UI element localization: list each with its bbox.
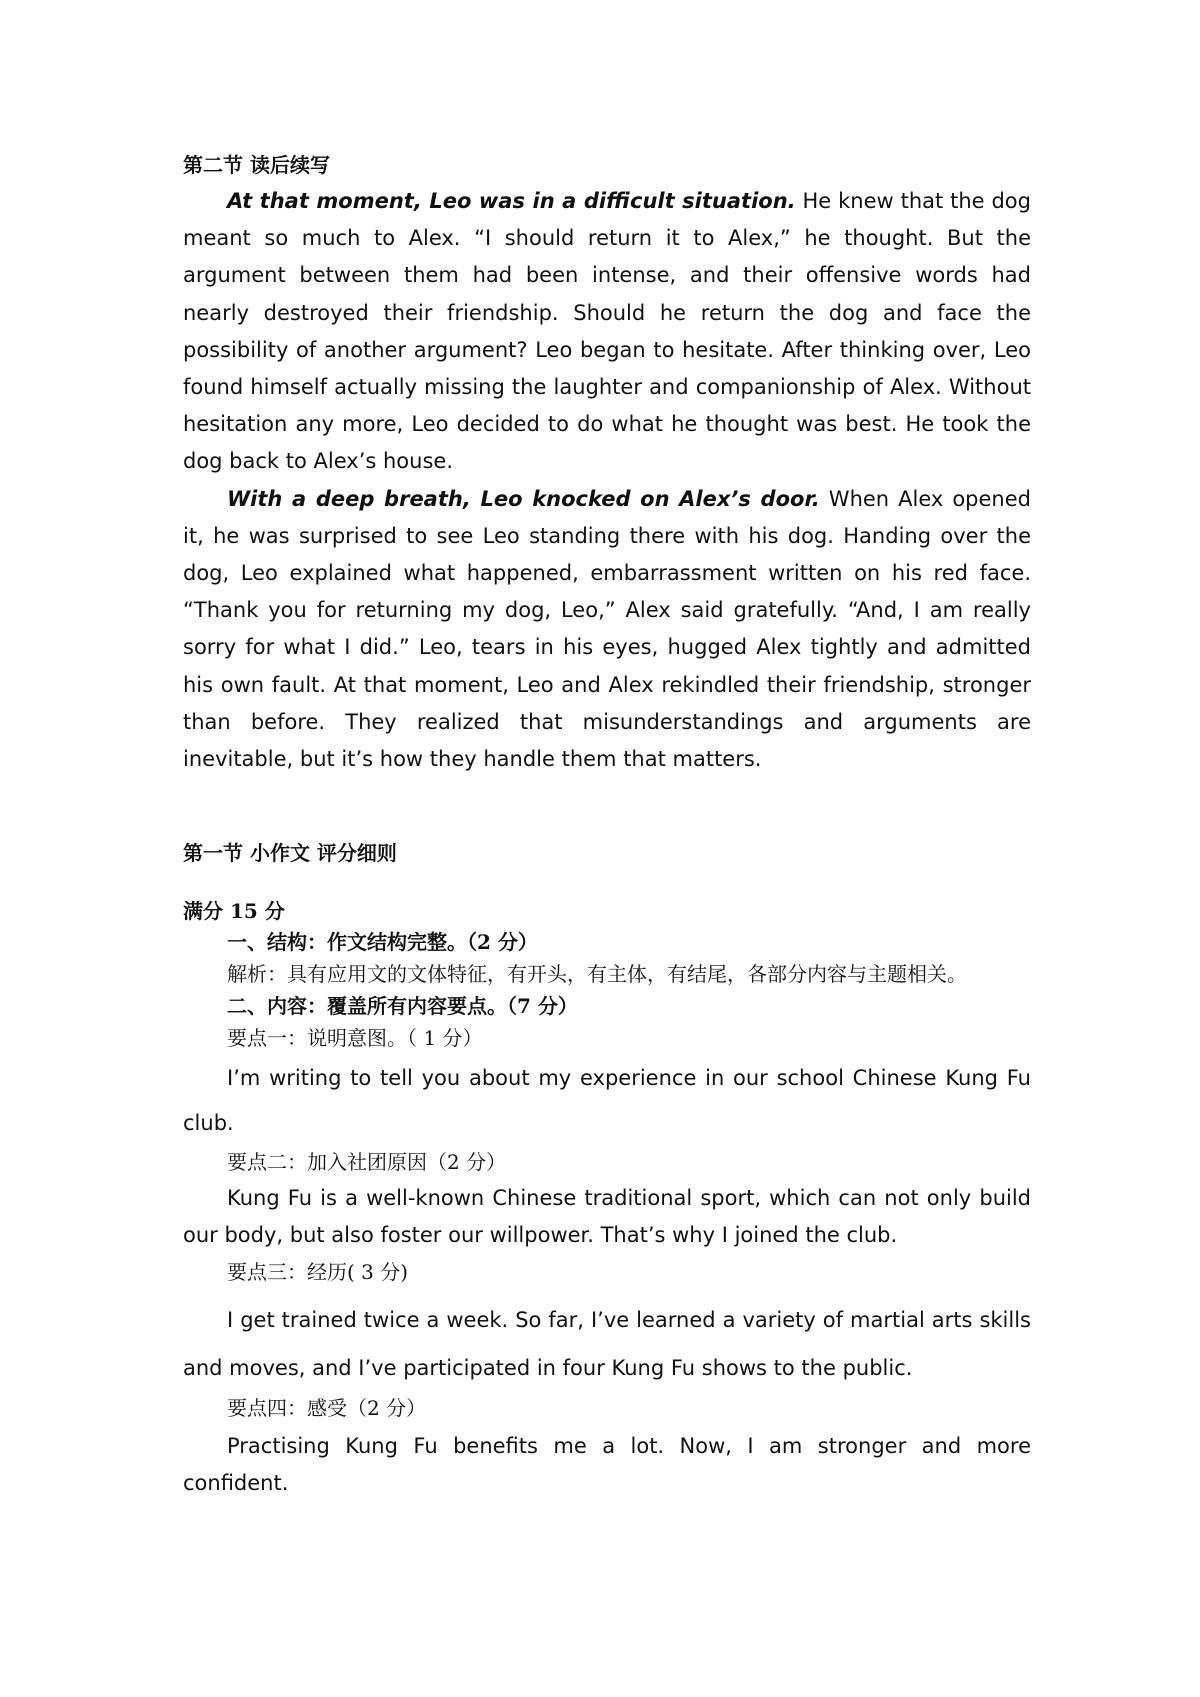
section1-heading: 第一节 小作文 评分细则: [183, 841, 397, 866]
point-4-answer: Practising Kung Fu benefits me a lot. Now, I am stronger and more confident.: [183, 1434, 1031, 1496]
document-page: [183, 150, 1031, 1502]
full-score: 满分 15 分: [183, 899, 285, 924]
paragraph-1-lead-sentence: At that moment, Leo was in a difficult situation.: [227, 189, 796, 213]
point-4-label: 要点四：感受（2 分）: [227, 1396, 427, 1421]
paragraph-2-body: When Alex opened it, he was surprised to see Leo standing there with his dog. Handing over the dog, Leo explained what happened, embarrassment written on his red face. “Thank you for returning my dog, Leo,” Alex said gratefully. “And, I am really sorry for what I did.” Leo, tears in his eyes, hugged Alex tightly and admitted his own fault. At that moment, Leo and Alex rekindled their friendship, stronger than before. They realized that misunderstandings and arguments are inevitable, but it’s how they handle them that matters.: [183, 486, 1031, 772]
point-1-answer: I’m writing to tell you about my experience in our school Chinese Kung Fu club.: [183, 1066, 1031, 1136]
paragraph-1-body: He knew that the dog meant so much to Alex. “I should return it to Alex,” he thought. But the argument between them had been intense, and their offensive words had nearly destroyed their friendship. Should he return the dog and face the possibility of another argument? Leo began to hesitate. After thinking over, Leo found himself actually missing the laughter and companionship of Alex. Without hesitation any more, Leo decided to do what he thought was best. He took the dog back to Alex’s house.: [183, 189, 1031, 474]
continuation-paragraph-2: [183, 481, 1031, 779]
point-3-label: 要点三：经历( 3 分): [227, 1260, 409, 1285]
point-2-answer: Kung Fu is a well-known Chinese traditional sport, which can not only build our body, but also foster our willpower. That’s why I joined the club.: [183, 1186, 1031, 1248]
point-3-answer: I get trained twice a week. So far, I’ve learned a variety of martial arts skills and moves, and I’ve participated in four Kung Fu shows to the public.: [183, 1308, 1031, 1381]
structure-criterion: 一、结构：作文结构完整。（2 分）: [227, 930, 538, 955]
point-1-label: 要点一：说明意图。（ 1 分）: [227, 1026, 483, 1051]
section2-heading: 第二节 读后续写: [183, 153, 330, 177]
continuation-paragraph-1: [183, 183, 1031, 481]
point-2-label: 要点二：加入社团原因（2 分）: [227, 1150, 507, 1175]
paragraph-2-lead-sentence: With a deep breath, Leo knocked on Alex’s door.: [227, 486, 820, 511]
structure-note: 解析：具有应用文的文体特征，有开头，有主体，有结尾，各部分内容与主题相关。: [227, 962, 967, 987]
content-criterion: 二、内容：覆盖所有内容要点。（7 分）: [227, 994, 578, 1019]
